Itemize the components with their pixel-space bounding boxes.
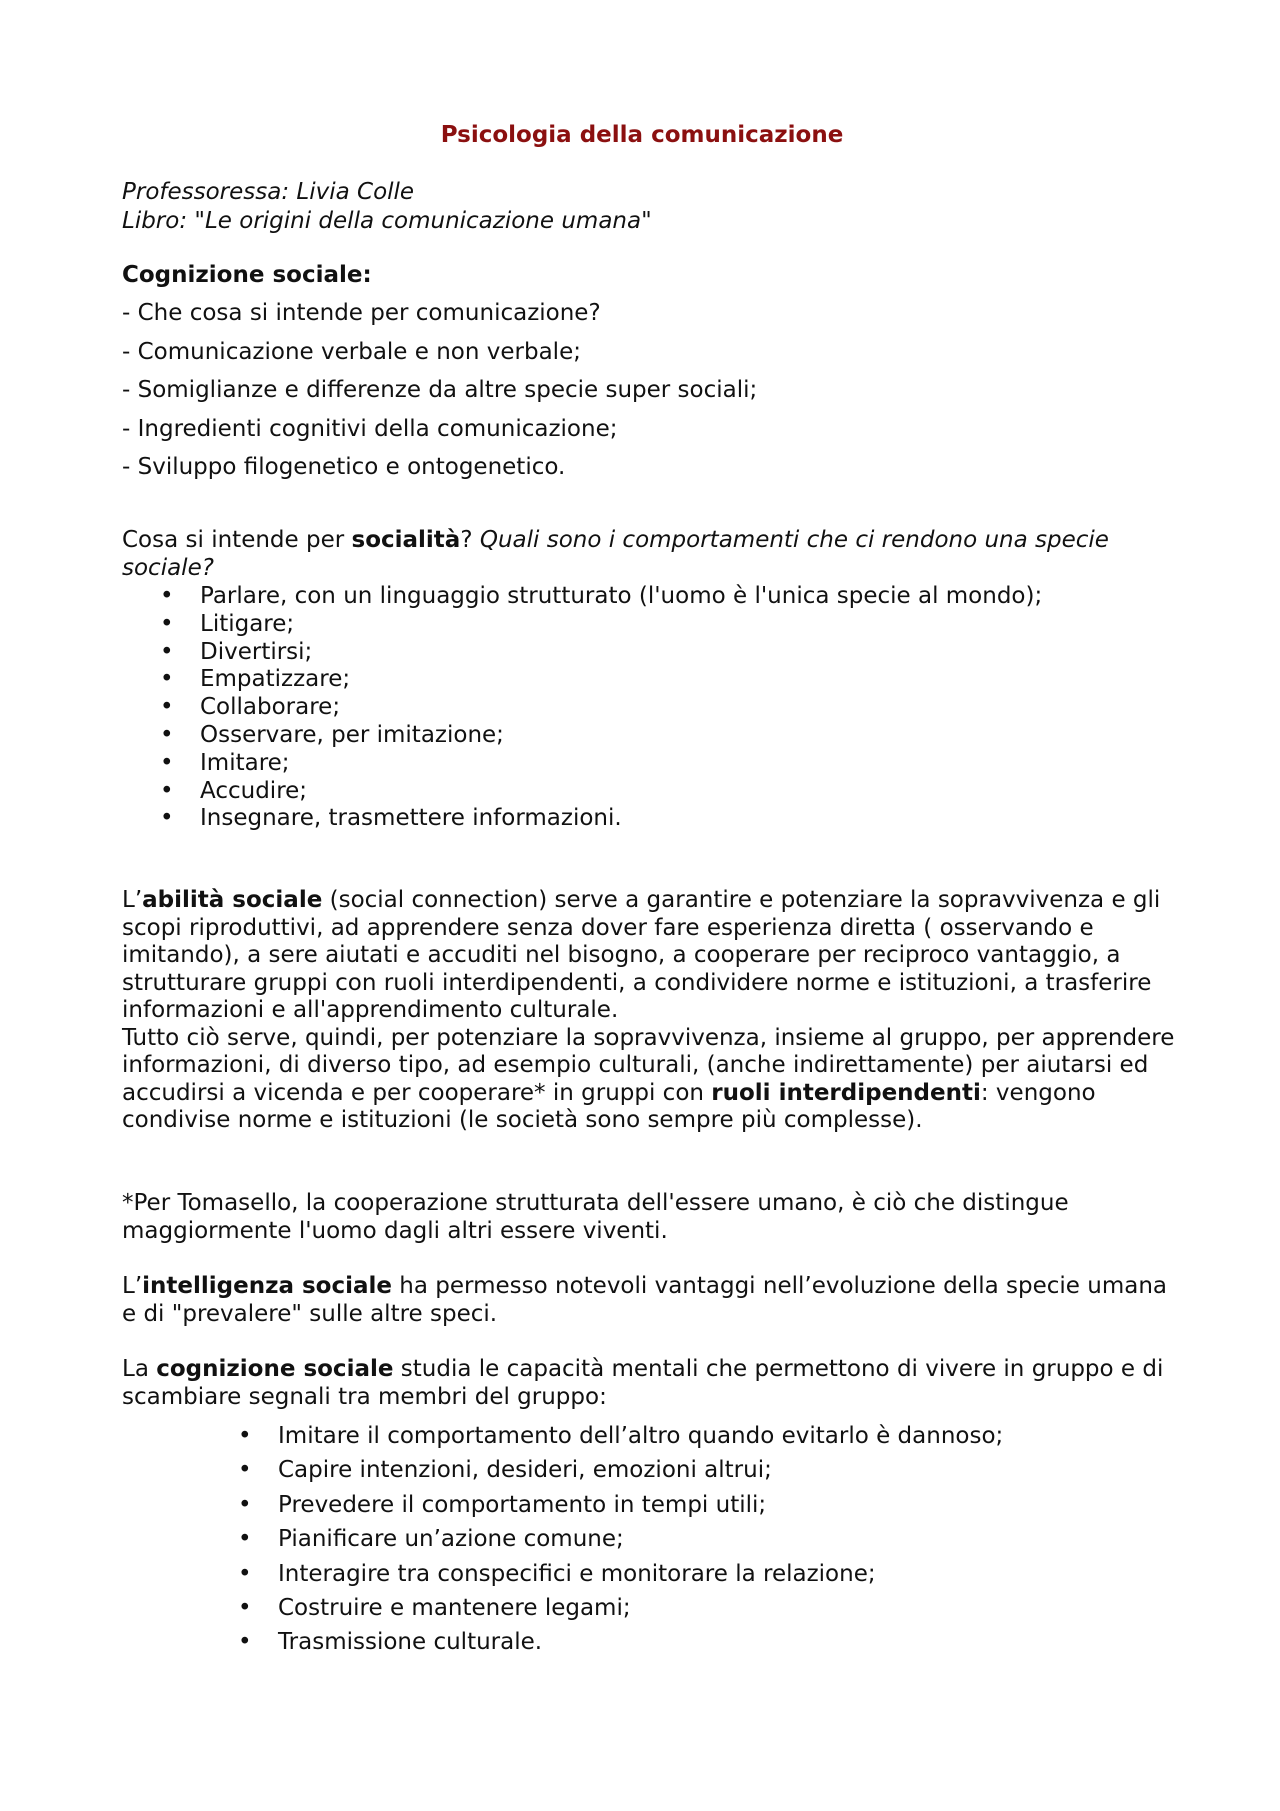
bullet-icon: •	[238, 1457, 252, 1484]
bullet-icon: •	[160, 777, 174, 804]
list-item: • Costruire e mantenere legami;	[238, 1591, 1003, 1625]
capacity-list	[238, 1419, 1003, 1660]
tomasello-note: *Per Tomasello, la cooperazione strutturata dell'essere umano, è ciò che distingue maggiormente l'uomo dagli altri essere viventi.	[122, 1190, 1069, 1244]
list-item: • Imitare;	[160, 749, 290, 776]
list-item: • Insegnare, trasmettere informazioni.	[160, 805, 622, 832]
list-item: • Collaborare;	[160, 694, 341, 721]
list-item: • Litigare;	[160, 610, 295, 637]
document-title: Psicologia della comunicazione	[440, 122, 844, 148]
bullet-icon: •	[160, 749, 174, 776]
intelligenza-paragraph: L’intelligenza sociale ha permesso notevoli vantaggi nell’evoluzione della specie umana e di "prevalere" sulle altre speci.	[122, 1273, 1167, 1327]
bullet-icon: •	[160, 583, 174, 609]
list-item: • Accudire;	[160, 777, 308, 804]
bullet-icon: •	[160, 666, 174, 693]
list-item: • Parlare, con un linguaggio strutturato (l'uomo è l'unica specie al mondo);	[160, 583, 1043, 609]
bullet-icon: •	[238, 1594, 252, 1621]
document-meta	[122, 178, 652, 236]
list-item: - Ingredienti cognitivi della comunicazione;	[122, 415, 618, 442]
list-item: • Capire intenzioni, desideri, emozioni altrui;	[238, 1453, 1003, 1487]
list-item: - Somiglianze e differenze da altre specie super sociali;	[122, 377, 758, 403]
abilita-paragraph: L’abilità sociale (social connection) serve a garantire e potenziare la sopravvivenza e gli scopi riproduttivi, ad apprendere senza dover fare esperienza diretta ( osservando e imitando), a sere aiutati e accuditi nel bisogno, a cooperare per reciproco vantaggio, a strutturare gruppi con ruoli interdipendenti, a condividere norme e istituzioni, a trasferire informazioni e all'apprendimento culturale. Tutto ciò serve, quindi, per potenziare la sopravvivenza, insieme al gruppo, per apprendere informazioni, di diverso tipo, ad esempio culturali, (anche indirettamente) per aiutarsi ed accudirsi a vicenda e per cooperare* in gruppi con ruoli interdipendenti: vengono condivise norme e istituzioni (le società sono sempre più complesse).	[122, 887, 1175, 1133]
bullet-icon: •	[160, 694, 174, 721]
professor-line: Professoressa: Livia Colle	[122, 179, 415, 205]
bullet-icon: •	[238, 1560, 252, 1587]
bullet-icon: •	[238, 1491, 252, 1518]
list-item: • Imitare il comportamento dell’altro quando evitarlo è dannoso;	[238, 1419, 1003, 1453]
list-item: • Interagire tra conspecifici e monitorare la relazione;	[238, 1557, 1003, 1591]
bullet-icon: •	[160, 638, 174, 665]
list-item: • Empatizzare;	[160, 666, 351, 693]
bullet-icon: •	[238, 1423, 252, 1449]
book-line: Libro: "Le origini della comunicazione umana"	[122, 208, 652, 234]
list-item: - Che cosa si intende per comunicazione?	[122, 300, 601, 326]
bullet-icon: •	[160, 805, 174, 832]
list-item: • Prevedere il comportamento in tempi utili;	[238, 1488, 1003, 1522]
list-item: - Comunicazione verbale e non verbale;	[122, 338, 581, 365]
bullet-icon: •	[238, 1526, 252, 1553]
list-item: • Divertirsi;	[160, 638, 313, 665]
cognizione-paragraph: La cognizione sociale studia le capacità mentali che permettono di vivere in gruppo e di scambiare segnali tra membri del gruppo:	[122, 1356, 1164, 1410]
list-item: • Trasmissione culturale.	[238, 1625, 1003, 1659]
bullet-icon: •	[160, 721, 174, 748]
list-item: - Sviluppo filogenetico e ontogenetico.	[122, 454, 566, 480]
list-item: • Osservare, per imitazione;	[160, 721, 504, 748]
bullet-icon: •	[238, 1629, 252, 1656]
topic-list	[122, 298, 757, 491]
socialita-question: Cosa si intende per socialità? Quali sono i comportamenti che ci rendono una specie sociale?	[122, 527, 1109, 581]
behaviour-list	[160, 583, 1042, 833]
cognizione-heading: Cognizione sociale:	[122, 262, 372, 288]
list-item: • Pianificare un’azione comune;	[238, 1522, 1003, 1556]
bullet-icon: •	[160, 610, 174, 637]
